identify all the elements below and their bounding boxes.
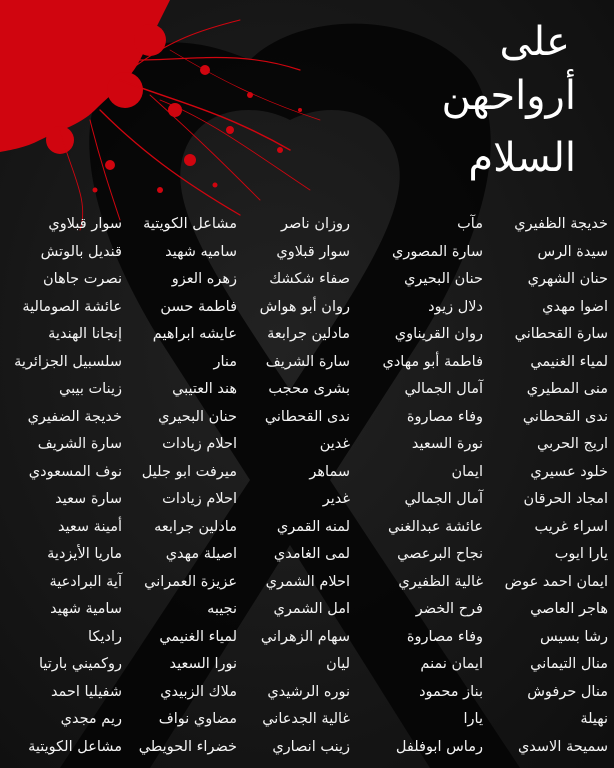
- name-item: سهام الزهراني: [260, 628, 350, 645]
- name-item: سماهر: [309, 463, 350, 480]
- name-item: لمياء الغنيمي: [159, 628, 237, 645]
- name-item: ريم مجدي: [60, 711, 122, 727]
- name-item: مادلين جرابعة: [267, 326, 350, 342]
- name-item: غالية الجدعاني: [262, 711, 350, 727]
- name-item: غدير: [322, 491, 350, 507]
- name-item: منال حرفوش: [527, 683, 608, 700]
- name-item: غدين: [319, 436, 350, 452]
- name-item: خديجة الضفيري: [27, 408, 122, 425]
- name-item: إنجانا الهندية: [48, 326, 122, 342]
- name-item: ماريا الأيزدية: [47, 546, 122, 562]
- name-item: اريج الحربي: [537, 436, 608, 452]
- name-item: وفاء مصاروة: [406, 408, 483, 425]
- name-item: يارا ايوب: [554, 546, 608, 562]
- name-item: لمياء الغنيمي: [530, 353, 608, 370]
- name-item: آمال الجمالي: [404, 491, 483, 507]
- names-column-1: [490, 211, 608, 761]
- name-item: وفاء مصاروة: [406, 628, 483, 645]
- name-item: سوار قبلاوي: [48, 216, 122, 232]
- name-item: منى المطيري: [526, 381, 608, 397]
- name-item: منال التيماني: [530, 656, 608, 672]
- name-item: احلام الشمري: [265, 573, 350, 590]
- name-item: سيدة الرس: [537, 243, 608, 260]
- name-item: ساميه شهيد: [165, 243, 237, 260]
- name-item: فاطمة أبو مهادي: [382, 353, 483, 370]
- name-item: لمنه القمري: [276, 518, 350, 535]
- name-item: مضاوي نواف: [158, 711, 237, 727]
- name-item: لمى الغامدي: [273, 546, 350, 562]
- title-line-1: على: [499, 19, 570, 65]
- name-item: مآب: [457, 216, 483, 232]
- names-column-2: [365, 211, 483, 761]
- name-item: خضراء الحويطي: [138, 738, 237, 755]
- name-item: مادلين جرابعه: [154, 518, 237, 535]
- name-item: روكميني بارتيا: [38, 656, 122, 672]
- name-item: سامية شهيد: [50, 601, 122, 617]
- name-item: احلام زيادات: [162, 436, 237, 452]
- name-item: راديكا: [88, 628, 122, 645]
- name-item: صفاء شكشك: [269, 271, 350, 287]
- name-item: ليان: [326, 656, 350, 672]
- name-item: هاجر العاصي: [530, 601, 608, 617]
- name-item: حنان البحيري: [158, 408, 237, 425]
- name-item: خلود عسيري: [530, 463, 608, 480]
- name-item: ايمان نمنم: [420, 656, 483, 672]
- name-item: زينات بيبي: [59, 381, 122, 397]
- name-item: روان أبو هواش: [259, 298, 350, 315]
- name-item: منار: [213, 353, 237, 370]
- name-item: بشرى محجب: [268, 381, 350, 397]
- name-item: آمال الجمالي: [404, 381, 483, 397]
- name-item: عزيزة العمراني: [144, 573, 237, 590]
- name-item: اصيلة مهدي: [165, 546, 237, 562]
- name-item: يارا: [463, 711, 483, 727]
- names-column-3: [232, 211, 350, 761]
- name-item: زهره العزو: [171, 271, 237, 287]
- name-item: حنان الشهري: [527, 271, 608, 287]
- name-item: ملاك الزبيدي: [160, 683, 237, 700]
- name-item: دلال زيود: [428, 298, 483, 315]
- name-item: احلام زيادات: [162, 491, 237, 507]
- name-item: نجاح البرعصي: [397, 546, 483, 562]
- name-item: نجيبه: [207, 601, 237, 617]
- name-item: نورا السعيد: [169, 656, 237, 672]
- name-item: اسراء غريب: [534, 518, 608, 535]
- name-item: نهيلة: [580, 711, 608, 727]
- name-item: قنديل بالوتش: [40, 243, 122, 260]
- name-item: نوف المسعودي: [28, 463, 122, 480]
- name-item: خديجة الظفيري: [514, 216, 608, 232]
- name-item: اضوا مهدي: [542, 298, 608, 315]
- name-item: أمينة سعيد: [57, 518, 122, 535]
- name-item: زينب انصاري: [272, 738, 350, 755]
- names-column-5: [4, 211, 122, 761]
- name-item: شفيليا احمد: [50, 683, 122, 700]
- names-column-4: [119, 211, 237, 761]
- name-item: ايمان: [451, 463, 483, 480]
- name-item: مشاعل الكويتية: [143, 216, 237, 232]
- name-item: رماس ابوفلفل: [395, 738, 483, 755]
- name-item: غالية الظفيري: [398, 573, 483, 590]
- name-item: ايمان احمد عوض: [504, 573, 608, 590]
- name-item: سارة الشريف: [265, 353, 350, 370]
- name-item: سارة سعيد: [55, 491, 122, 507]
- title-line-3: السلام: [468, 135, 576, 181]
- name-item: مشاعل الكويتية: [28, 738, 122, 755]
- name-item: روان القريناوي: [394, 326, 483, 342]
- name-item: فاطمة حسن: [160, 298, 237, 315]
- name-item: بناز محمود: [419, 683, 483, 700]
- name-item: عائشة عبدالغني: [388, 518, 483, 535]
- name-item: رشا بسيس: [539, 628, 608, 645]
- name-item: ندى القحطاني: [264, 408, 350, 425]
- name-item: سلسبيل الجزائرية: [14, 353, 122, 370]
- name-item: آية البرادعية: [49, 573, 122, 590]
- name-item: ميرفت ابو جليل: [141, 463, 237, 480]
- name-item: ندى القحطاني: [522, 408, 608, 425]
- name-item: سارة الشريف: [37, 436, 122, 452]
- name-item: سارة القحطاني: [514, 326, 608, 342]
- name-item: فرح الخضر: [415, 601, 483, 617]
- name-item: هند العتيبي: [172, 381, 237, 397]
- name-item: سارة المصوري: [391, 243, 483, 260]
- name-item: نصرت جاهان: [43, 271, 122, 287]
- title-line-2: أرواحهن: [441, 73, 576, 119]
- name-item: سميحة الاسدي: [517, 738, 608, 755]
- name-item: امجاد الحرقان: [523, 491, 608, 507]
- name-item: حنان البحيري: [404, 271, 483, 287]
- name-item: روزان ناصر: [280, 216, 350, 232]
- name-item: امل الشمري: [273, 601, 350, 617]
- name-item: عايشه ابراهيم: [152, 326, 237, 342]
- name-item: سوار قبلاوي: [276, 243, 350, 260]
- name-item: نورة السعيد: [411, 436, 483, 452]
- name-item: نوره الرشيدي: [267, 683, 350, 700]
- name-item: عائشة الصومالية: [22, 298, 122, 315]
